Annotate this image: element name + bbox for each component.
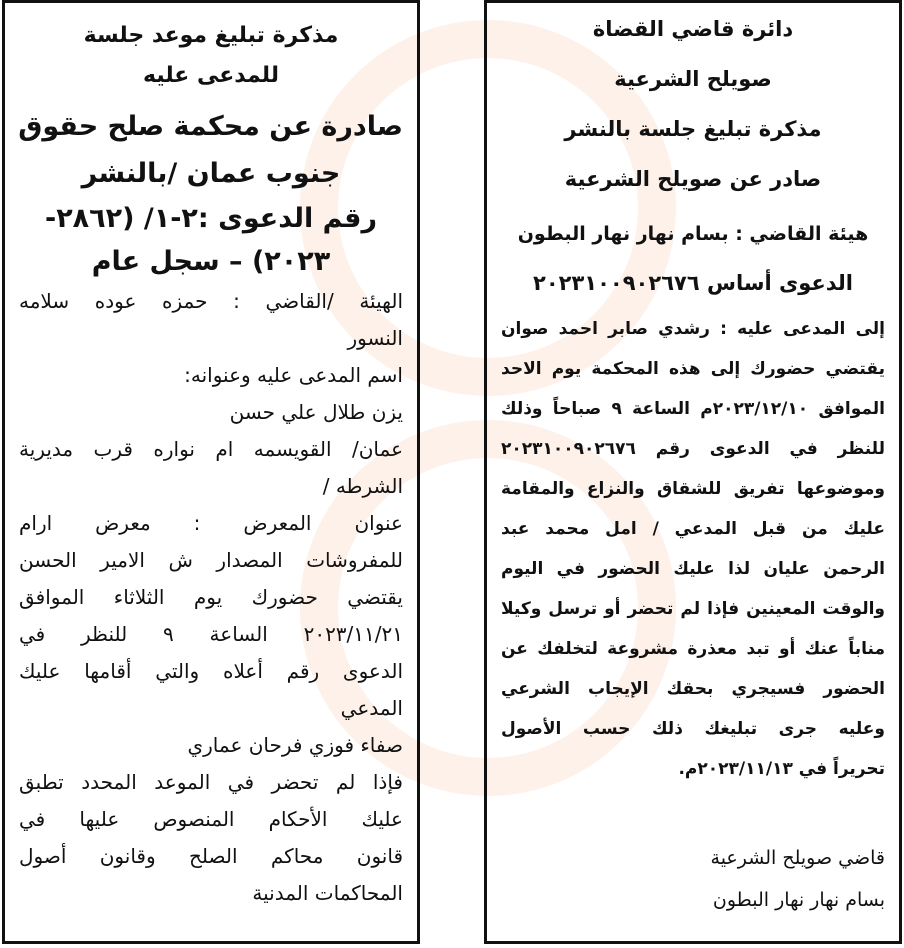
body-line: الهيئة /القاضي : حمزه عوده سلامه	[19, 289, 403, 313]
body-line: عنوان المعرض : معرض ارام	[19, 511, 403, 535]
notice-header-line: مذكرة تبليغ موعد جلسة	[83, 23, 339, 48]
body-line: قانون محاكم الصلح وقانون أصول	[19, 844, 403, 868]
body-line: ٢٠٢٣/١١/٢١ الساعة ٩ للنظر في	[19, 622, 403, 646]
notice-header-line: للمدعى عليه	[143, 63, 279, 88]
notice-header-line: صويلح الشرعية	[614, 67, 772, 91]
notice-header-line: دائرة قاضي القضاة	[592, 17, 794, 41]
body-line: عليك الأحكام المنصوص عليها في	[19, 807, 403, 831]
signature-title: قاضي صويلح الشرعية	[710, 847, 885, 869]
body-line: الرحمن عليان لذا عليك الحضور في اليوم	[501, 559, 885, 579]
body-line: وعليه جرى تبليغك ذلك حسب الأصول	[501, 719, 885, 739]
body-line: النسور	[347, 326, 403, 350]
body-line: الموافق ٢٠٢٣/١٢/١٠م الساعة ٩ صباحاً وذلك	[501, 399, 885, 419]
body-line: إلى المدعى عليه : رشدي صابر احمد صوان	[501, 319, 885, 339]
body-line: فإذا لم تحضر في الموعد المحدد تطبق	[19, 770, 403, 794]
body-line: الدعوى رقم أعلاه والتي أقامها عليك	[19, 659, 403, 683]
case-number-cont: ٢٠٢٣) – سجل عام	[91, 246, 331, 277]
body-line: المحاكمات المدنية	[252, 881, 403, 905]
body-line: مناباً عنك أو تبد معذرة مشروعة لتخلفك عن	[501, 639, 885, 659]
notice-header-line: صادرة عن محكمة صلح حقوق	[18, 111, 403, 142]
body-line: والوقت المعينين فإذا لم تحضر أو ترسل وكيلا	[501, 599, 885, 619]
body-line: اسم المدعى عليه وعنوانه:	[184, 363, 403, 387]
body-line: تحريراً في ٢٠٢٣/١١/١٣م.	[678, 759, 885, 779]
body-line: للنظر في الدعوى رقم ٢٠٢٣١٠٠٩٠٢٦٧٦	[501, 439, 885, 459]
body-line: المدعي	[340, 696, 403, 720]
plaintiff-name: صفاء فوزي فرحان عماري	[187, 733, 403, 757]
body-line: يقتضي حضورك إلى هذه المحكمة يوم الاحد	[501, 359, 885, 379]
notice-header-line: جنوب عمان /بالنشر	[81, 158, 341, 189]
defendant-name: يزن طلال علي حسن	[229, 400, 403, 424]
notice-header-line: مذكرة تبليغ جلسة بالنشر	[564, 117, 822, 141]
body-line: الحضور فسيجري بحقك الإيجاب الشرعي	[501, 679, 885, 699]
signature-name: بسام نهار نهار البطون	[712, 889, 885, 911]
notice-header-line: صادر عن صويلح الشرعية	[564, 167, 822, 191]
case-number: الدعوى أساس ٢٠٢٣١٠٠٩٠٢٦٧٦	[533, 271, 853, 295]
body-line: عمان/ القويسمه ام نواره قرب مديرية	[19, 437, 403, 461]
case-number: رقم الدعوى :٢-١/ (٢٨٦٢-	[44, 203, 378, 234]
court-notice-amman	[2, 0, 420, 944]
court-notice-sweileh	[484, 0, 902, 944]
body-line: للمفروشات المصدار ش الامير الحسن	[19, 548, 403, 572]
body-line: الشرطه /	[322, 474, 403, 498]
notice-header-line: هيئة القاضي : بسام نهار نهار البطون	[517, 223, 869, 245]
body-line: يقتضي حضورك يوم الثلاثاء الموافق	[19, 585, 403, 609]
body-line: وموضوعها تفريق للشقاق والنزاع والمقامة	[501, 479, 885, 499]
body-line: عليك من قبل المدعي / امل محمد عبد	[501, 519, 885, 539]
